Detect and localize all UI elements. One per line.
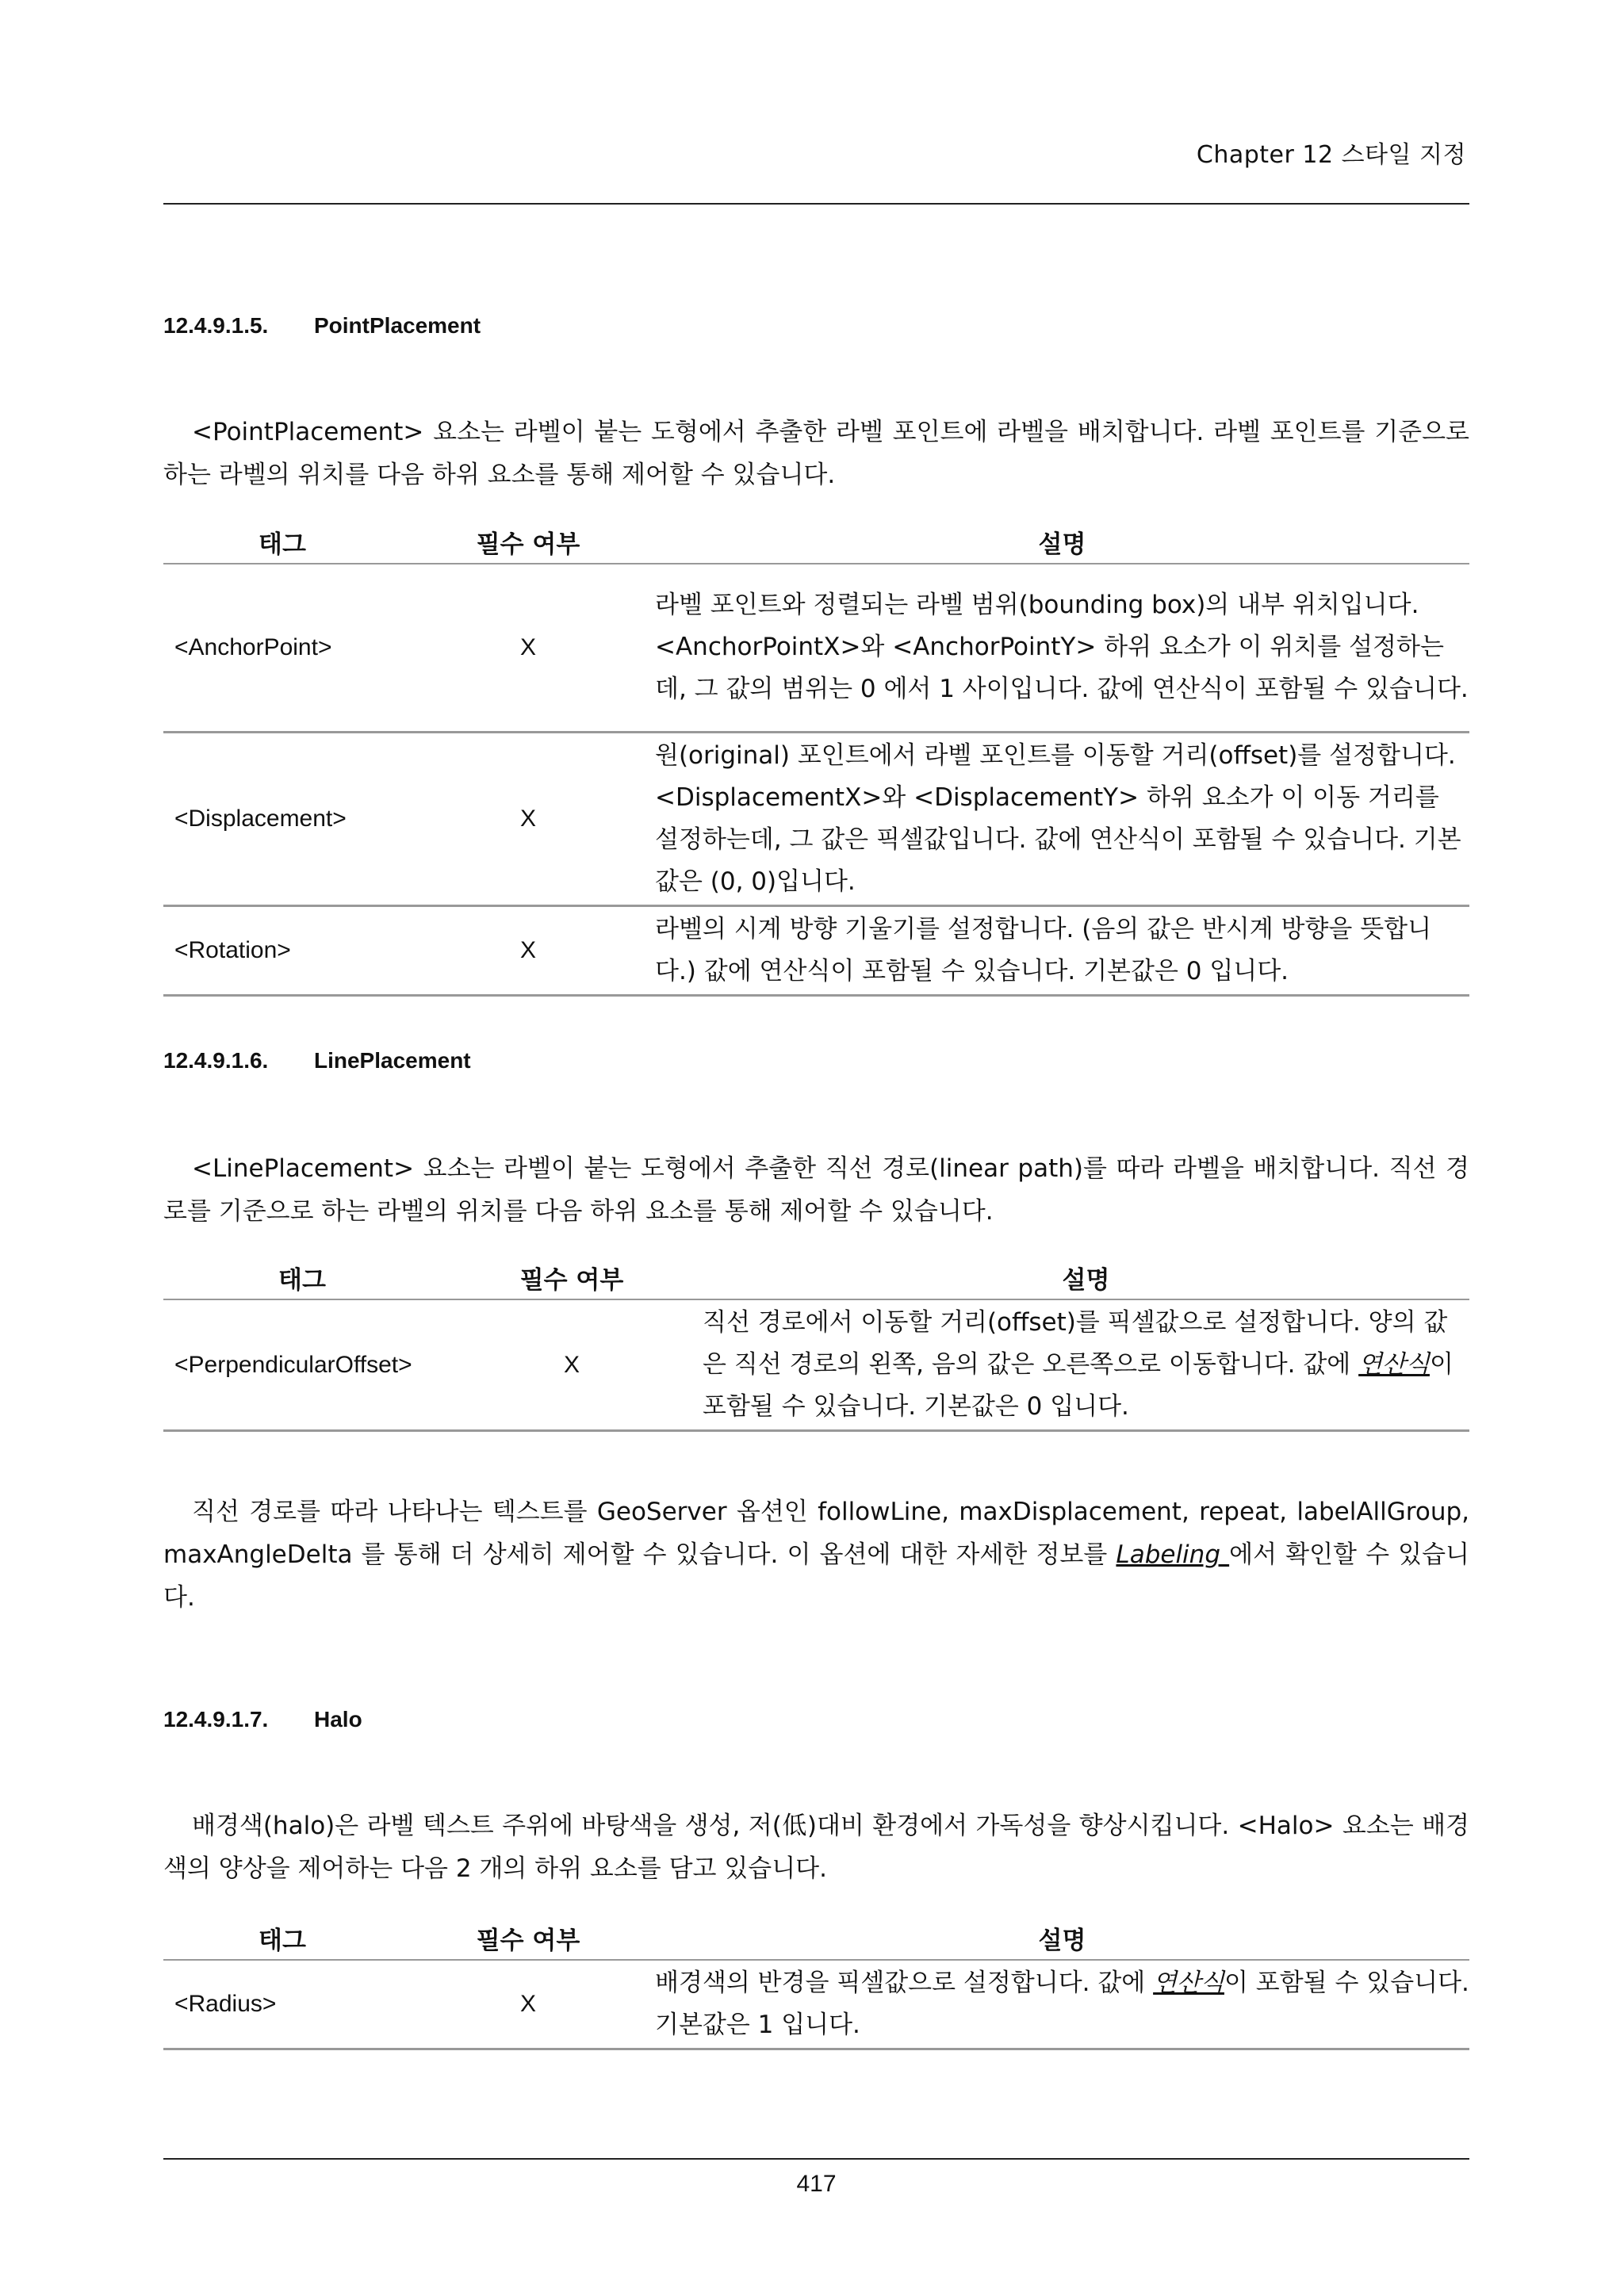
tag-cell: <AnchorPoint> xyxy=(163,564,401,732)
section-note xyxy=(163,1490,1469,1619)
expression-link[interactable]: 연산식 xyxy=(1358,1350,1430,1379)
section-title: PointPlacement xyxy=(314,313,481,338)
description-cell: 원(original) 포인트에서 라벨 포인트를 이동할 거리(offset)를 설정합니다. <DisplacementX>와 <DisplacementY> 하위 요소가 이 이동 거리를 설정하는데, 그 값은 픽셀값입니다. 값에 연산식이 포함될 수 있습니다. 기본값은 (0, 0)입니다. xyxy=(655,732,1469,905)
section-number: 12.4.9.1.7. xyxy=(163,1707,269,1732)
description-text: 배경색의 반경을 픽셀값으로 설정합니다. 값에 xyxy=(655,1969,1154,1997)
required-cell: X xyxy=(401,905,655,995)
section-title: LinePlacement xyxy=(314,1048,471,1073)
header-description: 설명 xyxy=(655,520,1469,564)
section-number: 12.4.9.1.6. xyxy=(163,1048,269,1073)
header-description: 설명 xyxy=(655,1916,1469,1960)
header-tag: 태그 xyxy=(163,1916,401,1960)
table-header-row xyxy=(163,1256,1469,1299)
page-footer xyxy=(163,2158,1469,2198)
section-heading xyxy=(163,1048,1469,1073)
intro-paragraph: <LinePlacement> 요소는 라벨이 붙는 도형에서 추출한 직선 경로(linear path)를 따라 라벨을 배치합니다. 직선 경로를 기준으로 하는 라벨의 위치를 다음 하위 요소를 통해 제어할 수 있습니다. xyxy=(163,1154,1469,1226)
table-header-row xyxy=(163,520,1469,564)
description-cell: 라벨 포인트와 정렬되는 라벨 범위(bounding box)의 내부 위치입니다. <AnchorPointX>와 <AnchorPointY> 하위 요소가 이 위치를 설정하는데, 그 값의 범위는 0 에서 1 사이입니다. 값에 연산식이 포함될 수 있습니다. xyxy=(655,564,1469,732)
note-paragraph xyxy=(163,1490,1469,1619)
labeling-link[interactable]: Labeling xyxy=(1116,1540,1230,1569)
chapter-title: Chapter 12 스타일 지정 xyxy=(1196,141,1466,169)
table-row xyxy=(163,732,1469,905)
header-required: 필수 여부 xyxy=(401,520,655,564)
required-cell: X xyxy=(401,1960,655,2049)
halo-table xyxy=(163,1916,1469,2050)
note-text: 에서 확인할 수 있습니다. xyxy=(163,1540,1469,1612)
table-header-row xyxy=(163,1916,1469,1960)
note-text: 직선 경로를 따라 나타나는 텍스트를 GeoServer 옵션인 followLine, maxDisplacement, repeat, labelAllGroup, maxAngleDelta 를 통해 더 상세히 제어할 수 있습니다. 이 옵션에 대한 자세한 정보를 xyxy=(163,1498,1469,1569)
required-cell: X xyxy=(441,1299,703,1431)
section-heading xyxy=(163,1707,1469,1732)
page-header xyxy=(163,125,1469,205)
description-cell: 라벨의 시계 방향 기울기를 설정합니다. (음의 값은 반시계 방향을 뜻합니다.) 값에 연산식이 포함될 수 있습니다. 기본값은 0 입니다. xyxy=(655,905,1469,995)
description-text: 직선 경로에서 이동할 거리(offset)를 픽셀값으로 설정합니다. 양의 값은 직선 경로의 왼쪽, 음의 값은 오른쪽으로 이동합니다. 값에 xyxy=(703,1308,1448,1379)
section-line-placement xyxy=(163,1048,1469,1073)
description-text: 이 포함될 수 있습니다. 기본값은 1 입니다. xyxy=(655,1969,1469,2039)
section-intro xyxy=(163,1147,1469,1233)
tag-cell: <Displacement> xyxy=(163,732,401,905)
section-point-placement xyxy=(163,313,1469,339)
intro-paragraph: <PointPlacement> 요소는 라벨이 붙는 도형에서 추출한 라벨 포인트에 라벨을 배치합니다. 라벨 포인트를 기준으로 하는 라벨의 위치를 다음 하위 요소를 통해 제어할 수 있습니다. xyxy=(163,418,1469,489)
intro-paragraph: 배경색(halo)은 라벨 텍스트 주위에 바탕색을 생성, 저(低)대비 환경에서 가독성을 향상시킵니다. <Halo> 요소는 배경색의 양상을 제어하는 다음 2 개의 하위 요소를 담고 있습니다. xyxy=(163,1812,1469,1883)
description-cell xyxy=(655,1960,1469,2049)
header-description: 설명 xyxy=(703,1256,1469,1299)
tag-cell: <Radius> xyxy=(163,1960,401,2049)
description-text: 이 포함될 수 있습니다. 기본값은 0 입니다. xyxy=(703,1350,1454,1421)
tag-cell: <PerpendicularOffset> xyxy=(163,1299,441,1431)
header-required: 필수 여부 xyxy=(401,1916,655,1960)
line-placement-table xyxy=(163,1256,1469,1432)
point-placement-table xyxy=(163,520,1469,997)
tag-cell: <Rotation> xyxy=(163,905,401,995)
table-row xyxy=(163,564,1469,732)
section-halo xyxy=(163,1707,1469,1732)
header-required: 필수 여부 xyxy=(441,1256,703,1299)
expression-link[interactable]: 연산식 xyxy=(1153,1969,1224,1997)
section-intro xyxy=(163,1804,1469,1890)
section-intro xyxy=(163,411,1469,496)
header-tag: 태그 xyxy=(163,520,401,564)
required-cell: X xyxy=(401,732,655,905)
page-number: 417 xyxy=(796,2171,837,2197)
section-number: 12.4.9.1.5. xyxy=(163,313,269,338)
description-cell xyxy=(703,1299,1469,1431)
required-cell: X xyxy=(401,564,655,732)
table-row xyxy=(163,1960,1469,2049)
table-row xyxy=(163,1299,1469,1431)
section-title: Halo xyxy=(314,1707,362,1732)
table-row xyxy=(163,905,1469,995)
header-tag: 태그 xyxy=(163,1256,441,1299)
section-heading xyxy=(163,313,1469,339)
